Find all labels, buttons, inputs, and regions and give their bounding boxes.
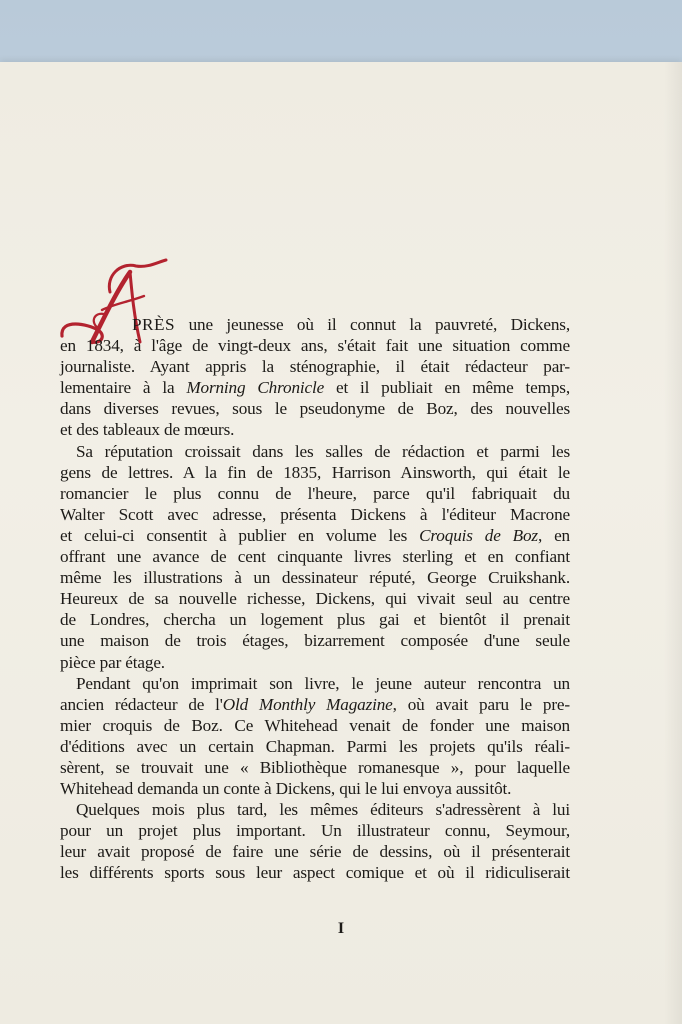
text-line: et des tableaux de mœurs.	[60, 420, 235, 440]
text-line: lementaire à la Morning Chronicle et il publiait en même temps,	[60, 378, 570, 398]
paragraph-2	[60, 441, 570, 673]
text-line: Quelques mois plus tard, les mêmes éditeurs s'adressèrent à lui	[76, 800, 570, 820]
text-line: une maison de trois étages, bizarrement composée d'une seule	[60, 631, 570, 651]
text-line: romancier le plus connu de l'heure, parce qu'il fabriquait du	[60, 483, 570, 503]
text-line: leur avait proposé de faire une série de dessins, où il présenterait	[60, 842, 570, 862]
text-line: mier croquis de Boz. Ce Whitehead venait de fonder une maison	[60, 715, 570, 735]
text-line: les différents sports sous leur aspect comique et où il ridiculiserait	[60, 863, 570, 883]
text-line: Sa réputation croissait dans les salles de rédaction et parmi les	[76, 441, 570, 461]
body-text	[60, 314, 570, 884]
text-line: même les illustrations à un dessinateur réputé, George Cruikshank.	[60, 568, 570, 588]
text-line: d'éditions avec un certain Chapman. Parmi les projets qu'ils réali-	[60, 736, 570, 756]
text-line: Walter Scott avec adresse, présenta Dickens à l'éditeur Macrone	[60, 504, 570, 524]
text-line: Whitehead demanda un conte à Dickens, qui le lui envoya aussitôt.	[60, 779, 512, 799]
paragraph-3	[60, 673, 570, 800]
text-line: Pendant qu'on imprimait son livre, le jeune auteur rencontra un	[76, 673, 570, 693]
paragraph-1	[60, 314, 570, 441]
text-line: ancien rédacteur de l'Old Monthly Magazine, où avait paru le pre-	[60, 694, 570, 714]
text-line: pièce par étage.	[60, 652, 165, 672]
text-line: gens de lettres. A la fin de 1835, Harrison Ainsworth, qui était le	[60, 462, 570, 482]
text-line: et celui-ci consentit à publier en volume les Croquis de Boz, en	[60, 525, 570, 545]
text-line: en 1834, à l'âge de vingt-deux ans, s'était fait une situation comme	[60, 336, 570, 356]
text-line: journaliste. Ayant appris la sténographie, il était rédacteur par-	[60, 357, 570, 377]
text-line: PRÈS une jeunesse où il connut la pauvreté, Dickens,	[132, 315, 570, 334]
text-line: Heureux de sa nouvelle richesse, Dickens, qui vivait seul au centre	[60, 589, 570, 609]
text-line: dans diverses revues, sous le pseudonyme de Boz, des nouvelles	[60, 399, 570, 419]
text-line: offrant une avance de cent cinquante livres sterling et en confiant	[60, 547, 570, 567]
book-page	[0, 62, 682, 1024]
text-line: de Londres, chercha un logement plus gai et bientôt il prenait	[60, 610, 570, 630]
page-number: I	[337, 920, 345, 937]
paragraph-4	[60, 799, 570, 883]
text-line: sèrent, se trouvait une « Bibliothèque romanesque », pour laquelle	[60, 757, 570, 777]
text-line: pour un projet plus important. Un illustrateur connu, Seymour,	[60, 821, 570, 841]
